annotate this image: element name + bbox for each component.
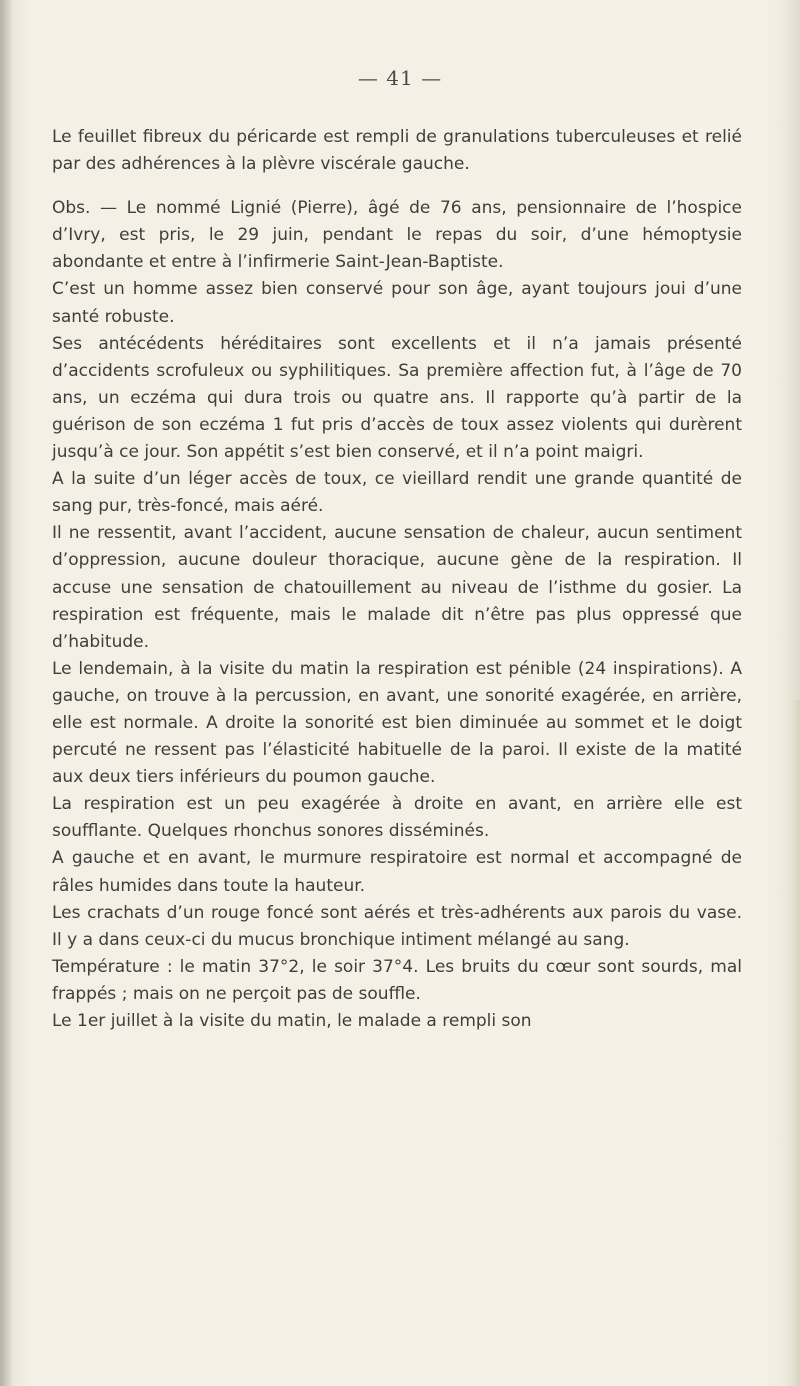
paragraph-pericardium: Le feuillet fibreux du péricarde est rempli de granulations tuberculeuses et relié par des adhérences à la plèvre viscérale gauche. <box>52 127 742 175</box>
paragraph-sputum: Les crachats d’un rouge foncé sont aérés et très-adhérents aux parois du vase. Il y a dans ceux-ci du mucus bronchique intiment mélangé au sang. <box>52 902 742 950</box>
paragraph-antecedents: Ses antécédents héréditaires sont excellents et il n’a jamais présenté d’accidents scrofuleux ou syphilitiques. Sa première affection fut, à l’âge de 70 ans, un eczéma qui dura trois ou quatre ans. Il rapporte qu’à partir de la guérison de son eczéma 1 fut pris d’accès de toux assez violents qui durèrent jusqu’à ce jour. Son appétit s’est bien conservé, et il n’a point maigri. <box>52 333 742 463</box>
paragraph-constitution: C’est un homme assez bien conservé pour son âge, ayant toujours joui d’une santé robuste. <box>52 279 742 327</box>
paragraph-july-first: Le 1er juillet à la visite du matin, le malade a rempli son <box>52 1011 532 1031</box>
paragraph-temperature: Température : le matin 37°2, le soir 37°4. Les bruits du cœur sont sourds, mal frappés ; mais on ne perçoit pas de souffle. <box>52 956 742 1004</box>
paragraph-hemoptysis: A la suite d’un léger accès de toux, ce vieillard rendit une grande quantité de sang pur, très-foncé, mais aéré. <box>52 469 742 517</box>
paragraph-murmur: A gauche et en avant, le murmure respiratoire est normal et accompagné de râles humides dans toute la hauteur. <box>52 848 742 896</box>
paragraph-respiration: La respiration est un peu exagérée à droite en avant, en arrière elle est soufflante. Quelques rhonchus sonores disséminés. <box>52 794 742 842</box>
body-text <box>52 124 742 1035</box>
page-number: — 41 — <box>357 66 443 90</box>
page-edge-stain <box>792 700 800 1386</box>
paragraph-gap <box>52 178 742 195</box>
paragraph-observation: Obs. — Le nommé Lignié (Pierre), âgé de 76 ans, pensionnaire de l’hospice d’Ivry, est pris, le 29 juin, pendant le repas du soir, d’une hémoptysie abondante et entre à l’infirmerie Saint-Jean-Baptiste. <box>52 198 742 273</box>
binding-shadow <box>0 0 12 1386</box>
paragraph-symptoms: Il ne ressentit, avant l’accident, aucune sensation de chaleur, aucun sentiment d’oppression, aucune douleur thoracique, aucune gène de la respiration. Il accuse une sensation de chatouillement au niveau de l’isthme du gosier. La respiration est fréquente, mais le malade dit n’être pas plus oppressé que d’habitude. <box>52 523 742 652</box>
paragraph-percussion: Le lendemain, à la visite du matin la respiration est pénible (24 inspirations). A gauche, on trouve à la percussion, en avant, une sonorité exagérée, en arrière, elle est normale. A droite la sonorité est bien diminuée au sommet et le doigt percuté ne ressent pas l’élasticité habituelle de la paroi. Il existe de la matité aux deux tiers inférieurs du poumon gauche. <box>52 658 742 788</box>
